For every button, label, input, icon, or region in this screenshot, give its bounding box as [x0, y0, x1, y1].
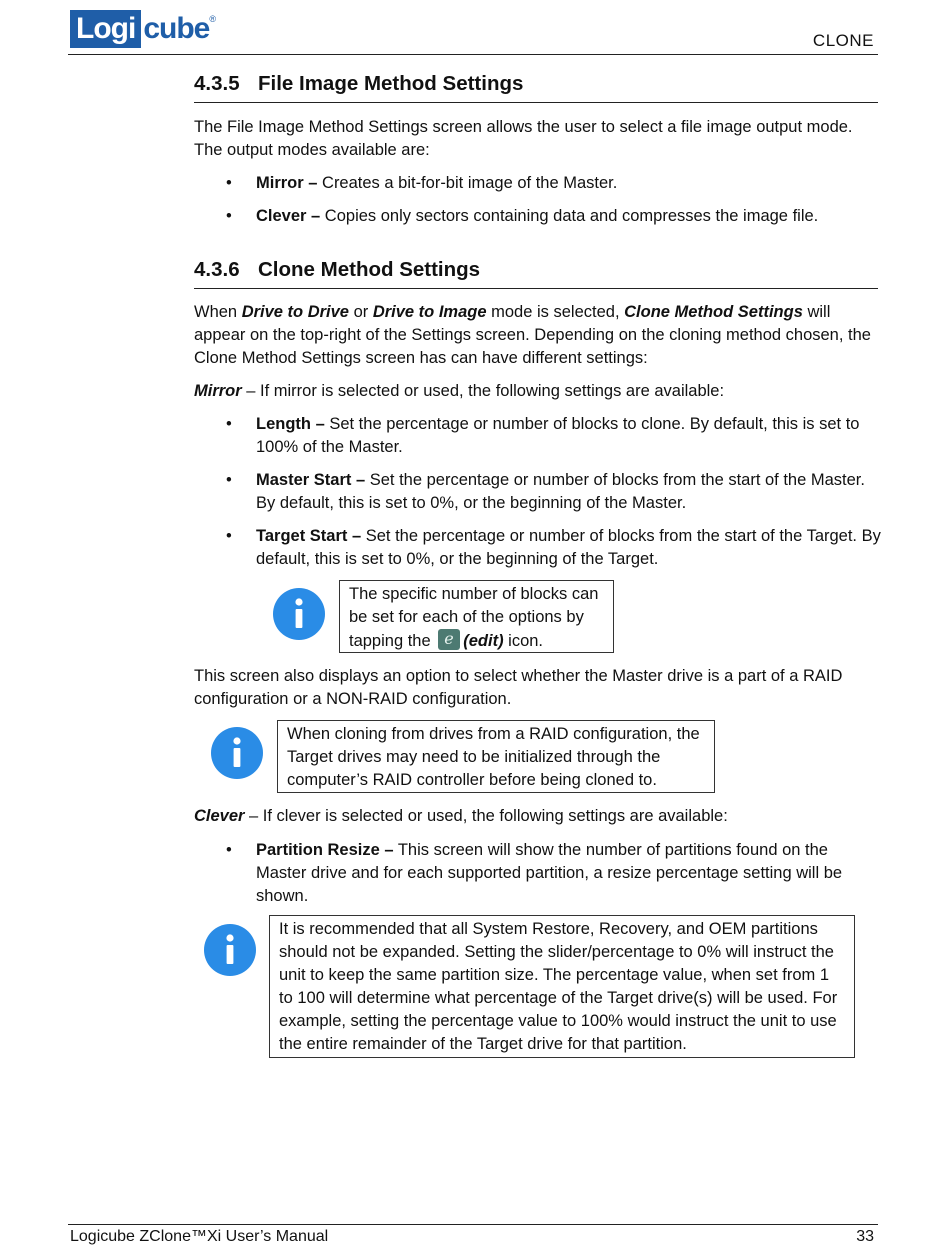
list-item — [256, 839, 871, 908]
note-box: It is recommended that all System Restore, Recovery, and OEM partitions should not be expanded. Setting the slider/percentage to 0% will instruct the unit to keep the same partition size. The percentage value, when set from 1 to 100 will determine what percentage of the Target drive(s) will be used. For example, setting the percentage value to 100% would instruct the unit to use the entire remainder of the Target drive for that partition. — [269, 915, 855, 1058]
section-heading-435 — [194, 72, 523, 96]
list-text: Set the percentage or number of blocks to clone. By default, this is set to 100% of the Master. — [256, 415, 860, 456]
note-term: (edit) — [463, 632, 504, 650]
note-text: The specific number of blocks can be set for each of the options by tapping the — [349, 585, 599, 650]
list-term: Clever – — [256, 207, 321, 225]
bullet-marker: • — [226, 841, 232, 859]
text-run: When — [194, 303, 242, 321]
bullet-marker: • — [226, 174, 232, 192]
bullet-marker: • — [226, 415, 232, 433]
heading-rule — [194, 288, 878, 289]
mode-name: Drive to Drive — [241, 303, 349, 321]
list-text: This screen will show the number of partitions found on the Master drive and for each supported partition, a resize percentage setting will be shown. — [256, 841, 843, 905]
logo-text-rest: cube — [143, 12, 210, 45]
header-divider — [68, 54, 878, 55]
info-icon — [273, 588, 325, 640]
section-number: 4.3.5 — [194, 72, 240, 95]
list-item — [256, 205, 881, 228]
list-term: Master Start – — [256, 471, 366, 489]
heading-rule — [194, 102, 878, 103]
footer-divider — [68, 1224, 878, 1225]
list-text: Creates a bit-for-bit image of the Master. — [317, 174, 618, 192]
list-text: Copies only sectors containing data and compresses the image file. — [320, 207, 819, 225]
text-run: will appear on the top-right of the Settings screen. Depending on the cloning method chosen, the Clone Method Settings screen has can have different settings: — [194, 303, 871, 367]
list-item — [256, 172, 881, 195]
bullet-marker: • — [226, 527, 232, 545]
bullet-marker: • — [226, 207, 232, 225]
note-box — [339, 580, 614, 653]
method-name: Clever — [194, 807, 245, 825]
section-title: Clone Method Settings — [258, 258, 481, 281]
setting-name: Clone Method Settings — [624, 303, 803, 321]
list-term: Length – — [256, 415, 325, 433]
logicube-logo — [70, 10, 216, 48]
paragraph — [194, 380, 884, 403]
info-icon — [204, 924, 256, 976]
note-text: icon. — [503, 632, 544, 650]
section-title: File Image Method Settings — [258, 72, 524, 95]
text-run: – If clever is selected or used, the following settings are available: — [244, 807, 728, 825]
text-run: mode is selected, — [486, 303, 625, 321]
list-term: Target Start – — [256, 527, 362, 545]
text-run: or — [348, 303, 373, 321]
list-term: Mirror – — [256, 174, 318, 192]
list-item — [256, 413, 881, 459]
mode-name: Drive to Image — [372, 303, 487, 321]
paragraph — [194, 301, 884, 370]
note-box: When cloning from drives from a RAID configuration, the Target drives may need to be initialized through the computer’s RAID controller before being cloned to. — [277, 720, 715, 793]
page-number: 33 — [856, 1228, 874, 1245]
paragraph: The File Image Method Settings screen allows the user to select a file image output mode. The output modes available are: — [194, 118, 853, 159]
paragraph — [194, 805, 884, 828]
logo-registered-mark: ® — [209, 14, 216, 24]
paragraph: This screen also displays an option to select whether the Master drive is a part of a RAID configuration or a NON-RAID configuration. — [194, 667, 843, 708]
section-number: 4.3.6 — [194, 258, 240, 281]
text-run: – If mirror is selected or used, the following settings are available: — [241, 382, 725, 400]
edit-icon — [438, 629, 460, 650]
header-section-title: CLONE — [812, 31, 874, 50]
footer-manual-title: Logicube ZClone™Xi User’s Manual — [70, 1228, 329, 1245]
list-text: Set the percentage or number of blocks from the start of the Master. By default, this is set to 0%, or the beginning of the Master. — [256, 471, 865, 512]
list-item — [256, 469, 881, 515]
list-item — [256, 525, 881, 571]
list-term: Partition Resize – — [256, 841, 394, 859]
method-name: Mirror — [194, 382, 242, 400]
section-heading-436 — [194, 258, 480, 282]
list-text: Set the percentage or number of blocks from the start of the Target. By default, this is set to 0%, or the beginning of the Target. — [256, 527, 881, 568]
logo-text-box: Logi — [70, 10, 141, 48]
info-icon — [211, 727, 263, 779]
bullet-marker: • — [226, 471, 232, 489]
